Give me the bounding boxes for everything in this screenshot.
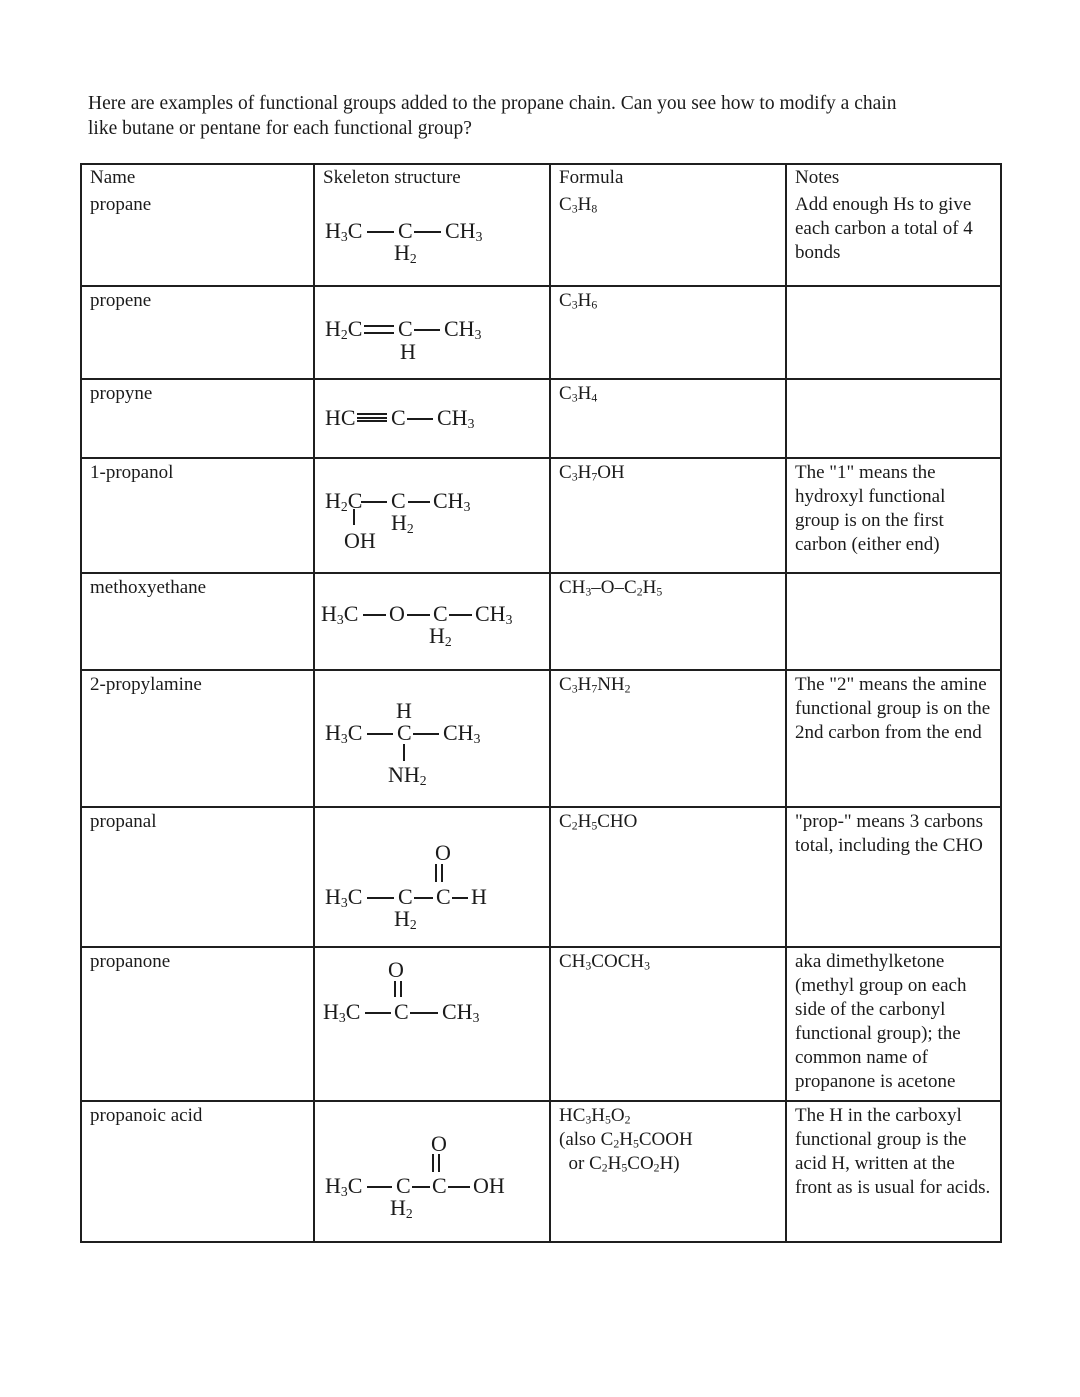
table-row [82,946,1000,1100]
compound-formula-cell [549,380,785,457]
atom-label: C [436,884,451,909]
bond-h1 [452,897,468,899]
formula-line: or $C_2H_5CO_2H$) [559,1153,680,1175]
formula-line: $C_3H_4$ [559,383,598,405]
atom-label: $H_2C$ [325,488,363,514]
compound-name-cell [82,1102,313,1241]
atom-label: $CH_3$ [433,488,471,514]
atom-label: $H_2$ [429,623,452,649]
bond-h1 [407,418,433,420]
compound-notes: The "2" means the amine functional group is on the 2nd carbon from the end [795,674,991,743]
atom-label: C [391,488,406,513]
skeleton-structure-cell [313,1102,549,1241]
formula-line: $C_3H_7NH_2$ [559,674,631,696]
atom-label: O [388,957,404,982]
compound-name-cell [82,948,313,1100]
compound-notes: The "1" means the hydroxyl functional group is on the first carbon (either end) [795,462,946,555]
compound-formula-cell [549,1102,785,1241]
bond-h1 [367,733,393,735]
column-header-name [82,165,313,191]
bond-h1 [449,614,472,616]
compound-formula-cell [549,808,785,946]
atom-label: $CH_3$ [437,405,475,431]
column-header-formula-label: Formula [559,167,624,188]
bond-h1 [363,614,386,616]
column-header-name-label: Name [90,167,136,188]
table-row [82,1100,1000,1241]
bond-h1 [367,1186,392,1188]
compound-formula-cell [549,574,785,669]
bond-h1 [408,501,430,503]
skeleton-structure-cell [313,671,549,806]
atom-label: C [398,316,413,341]
skeleton-structure-cell [313,948,549,1100]
formula-line: $C_2H_5CHO$ [559,811,638,833]
table-row [82,378,1000,457]
table-row [82,806,1000,946]
skeleton-structure-cell [313,574,549,669]
compound-notes-cell [785,287,1000,378]
skeleton-structure-cell [313,287,549,378]
column-header-notes [785,165,1000,191]
atom-label: $H_2$ [394,906,417,932]
formula-line: $CH_3-O-C_2H_5$ [559,577,663,599]
bond-h3 [357,413,387,422]
atom-label: $H_3C$ [321,601,359,627]
bond-v2 [435,864,443,882]
compound-name-cell [82,808,313,946]
compound-name: propanal [90,811,157,832]
atom-label: $NH_2$ [388,762,427,788]
compound-formula-cell [549,287,785,378]
compound-name-cell [82,574,313,669]
atom-label: OH [344,528,376,553]
bond-h1 [414,231,441,233]
formula-line: $CH_3COCH_3$ [559,951,650,973]
compound-notes-cell [785,191,1000,285]
bond-v2 [394,981,402,997]
atom-label: $H_2$ [394,240,417,266]
compound-formula-cell [549,459,785,572]
compound-notes-cell [785,671,1000,806]
formula-line: $HC_3H_5O_2$ [559,1105,631,1127]
bond-h1 [367,231,394,233]
atom-label: $CH_3$ [475,601,513,627]
intro-paragraph [88,91,998,141]
compound-name: propane [90,194,152,215]
atom-label: $H_2C$ [325,316,363,342]
table-row [82,572,1000,669]
compound-notes-cell [785,459,1000,572]
compound-name: propene [90,290,152,311]
compound-formula-cell [549,191,785,285]
table-body [82,191,1000,1241]
compound-notes-cell [785,808,1000,946]
atom-label: C [398,218,413,243]
table-row [82,669,1000,806]
skeleton-structure-cell [313,808,549,946]
skeleton-structure-cell [313,191,549,285]
table-header-row [82,165,1000,191]
compound-notes: "prop-" means 3 carbons total, including the CHO [795,811,984,856]
atom-label: $CH_3$ [445,218,483,244]
compound-name-cell [82,380,313,457]
compound-name: methoxyethane [90,577,207,598]
skeleton-structure-cell [313,459,549,572]
atom-label: C [396,1173,411,1198]
compound-name-cell [82,191,313,285]
bond-h1 [414,329,440,331]
compound-notes: aka dimethylketone (methyl group on each side of the carbonyl functional group); the common name of propanone is acetone [795,951,967,1092]
atom-label: O [435,840,451,865]
bond-h1 [448,1186,470,1188]
bond-h1 [410,1012,438,1014]
atom-label: $H_2$ [391,510,414,536]
compound-notes-cell [785,948,1000,1100]
compound-notes-cell [785,1102,1000,1241]
bond-h1 [407,614,430,616]
formula-line: (also $C_2H_5COOH$ [559,1129,693,1151]
bond-v2 [432,1154,440,1172]
compound-notes-cell [785,574,1000,669]
atom-label: $H_3C$ [325,720,363,746]
atom-label: C [433,601,448,626]
compound-name-cell [82,671,313,806]
compound-notes-cell [785,380,1000,457]
atom-label: H [396,698,412,723]
atom-label: H [471,884,487,909]
compound-name: propanone [90,951,171,972]
compound-name: propanoic acid [90,1105,203,1126]
formula-line: $C_3H_6$ [559,290,598,312]
intro-line-2: like butane or pentane for each functional group? [88,118,472,139]
atom-label: $H_3C$ [325,218,363,244]
atom-label: C [398,884,413,909]
bond-h1 [412,1186,430,1188]
atom-label: $CH_3$ [442,999,480,1025]
compound-formula-cell [549,671,785,806]
table-row [82,457,1000,572]
column-header-skeleton-label: Skeleton structure [323,167,461,188]
bond-v1 [403,744,405,761]
compound-name-cell [82,287,313,378]
intro-line-1: Here are examples of functional groups added to the propane chain. Can you see how to modify a chain [88,93,897,114]
compound-notes: The H in the carboxyl functional group is the acid H, written at the front as is usual for acids. [795,1105,991,1198]
compound-name: 2-propylamine [90,674,202,695]
compound-name: 1-propanol [90,462,174,483]
column-header-notes-label: Notes [795,167,840,188]
compound-name-cell [82,459,313,572]
atom-label: C [391,405,406,430]
formula-line: $C_3H_7OH$ [559,462,625,484]
atom-label: $H_2$ [390,1195,413,1221]
bond-v1 [353,509,355,525]
bond-h1 [367,897,394,899]
column-header-skeleton-structure [313,165,549,191]
compound-notes: Add enough Hs to give each carbon a total of 4 bonds [795,194,973,263]
bond-h1 [413,733,439,735]
column-header-formula [549,165,785,191]
functional-groups-table [80,163,1002,1243]
formula-line: $C_3H_8$ [559,194,598,216]
table-row [82,191,1000,285]
atom-label: OH [473,1173,505,1198]
atom-label: $H_3C$ [323,999,361,1025]
bond-h1 [365,1012,391,1014]
atom-label: $CH_3$ [444,316,482,342]
table-row [82,285,1000,378]
skeleton-structure-cell [313,380,549,457]
atom-label: $CH_3$ [443,720,481,746]
bond-h2 [364,325,394,334]
compound-formula-cell [549,948,785,1100]
bond-h1 [361,501,387,503]
atom-label: O [431,1131,447,1156]
atom-label: C [432,1173,447,1198]
atom-label: $H_3C$ [325,1173,363,1199]
atom-label: C [394,999,409,1024]
bond-h1 [414,897,433,899]
atom-label: C [397,720,412,745]
atom-label: H [400,339,416,364]
compound-name: propyne [90,383,153,404]
atom-label: $H_3C$ [325,884,363,910]
atom-label: HC [325,405,356,430]
atom-label: O [389,601,405,626]
